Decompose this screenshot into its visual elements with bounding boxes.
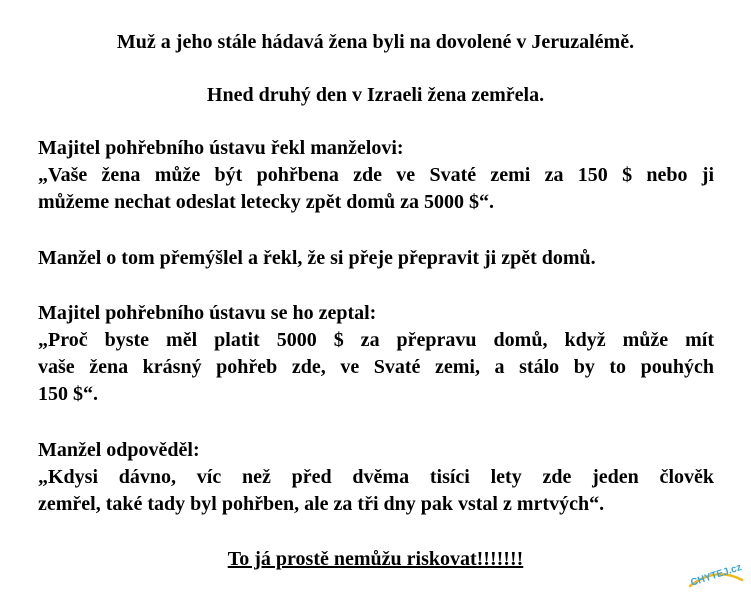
undertaker-quote-line-2: můžeme nechat odeslat letecky zpět domů za 5000 $“. (38, 191, 495, 213)
husband-answer-line-1: „Kdysi dávno, víc než před dvěma tisíci lety zde jeden člověk (38, 466, 714, 488)
undertaker-question-intro: Majitel pohřebního ústavu se ho zeptal: (38, 302, 377, 324)
punchline (0, 546, 751, 572)
chytej-logo-icon (686, 556, 746, 596)
title-line-1: Muž a jeho stále hádavá žena byli na dovolené v Jeruzalémě. (116, 31, 635, 53)
logo-text: CHYTEJ.cz (689, 562, 744, 589)
undertaker-quote-line-1: „Vaše žena může být pohřbena zde ve Svaté zemi za 150 $ nebo ji (38, 164, 714, 186)
undertaker-question-line-1: „Proč byste měl platit 5000 $ za přepravu domů, když může mít (38, 329, 714, 351)
husband-answer-line-2: zemřel, také tady byl pohřben, ale za tři dny pak vstal z mrtvých“. (38, 493, 605, 515)
undertaker-intro: Majitel pohřebního ústavu řekl manželovi: (38, 137, 404, 159)
title-line-2: Hned druhý den v Izraeli žena zemřela. (206, 84, 545, 106)
husband-answer-intro: Manžel odpověděl: (38, 439, 200, 461)
punchline-text: To já prostě nemůžu riskovat!!!!!!! (227, 548, 524, 570)
husband-decision: Manžel o tom přemýšlel a řekl, že si přeje přepravit ji zpět domů. (38, 247, 596, 269)
undertaker-question-line-3: 150 $“. (38, 383, 98, 405)
undertaker-question-line-2: vaše žena krásný pohřeb zde, ve Svaté zemi, a stálo by to pouhých (38, 356, 714, 378)
